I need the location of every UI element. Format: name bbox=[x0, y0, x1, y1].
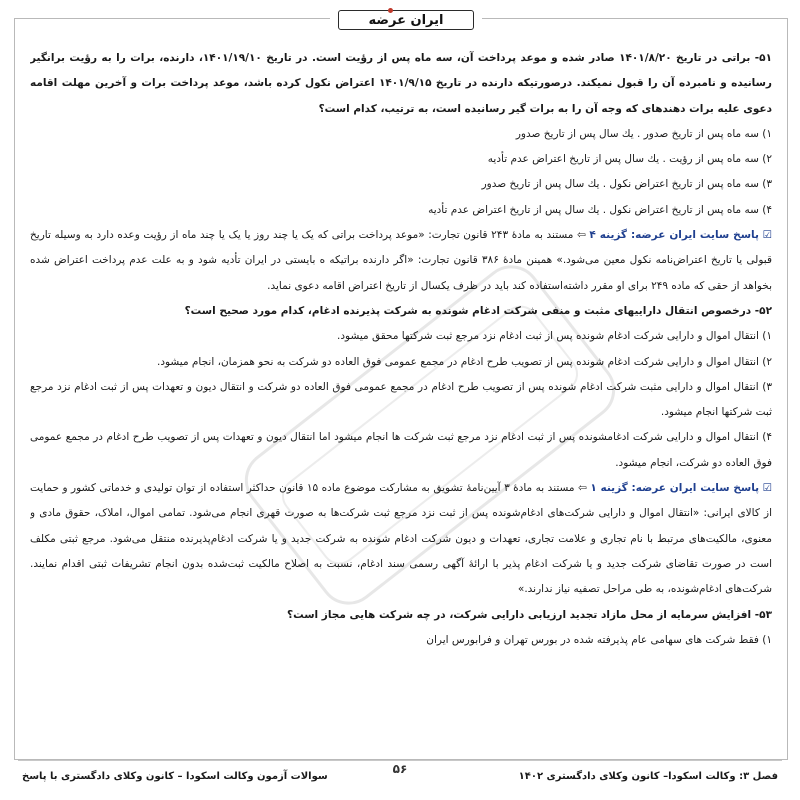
question-52-answer bbox=[30, 476, 772, 602]
question-52-answer-text: مستند به مادهٔ ۳ آیین‌نامهٔ تشویق به مشارکت موضوع ماده ۱۵ قانون حداکثر استفاده از توان تولیدی و خدماتی کشور و حمایت از کالای ایرانی: «انتقال اموال و دارایی شرکت‌های ادغام‌شونده پس از ثبت نزد مرجع ثبت شرکت‌ها به صورت قهری انجام می‌شود. تمامی اموال، املاک، حقوق مادی و معنوی، مالکیت‌های مرتبط با نام تجاری و علامت تجاری، تعهدات و دیون شرکت ادغام شونده به شرکت جدید و یا شرکت ادغام‌پذیرنده منتقل می‌شود. مرجع ثبتی مکلف است در صورت تقاضای شرکت جدید و یا شرکت ادغام پذیر با ارائهٔ آگهی رسمی سند ادغام، نسبت به اصلاح مالکیت ثبت‌شده بدون انجام تشریفات ثبتی اقدام نمایند. شرکت‌های ادغام‌شونده، به طی مراحل تصفیه نیاز ندارند.» bbox=[30, 482, 772, 596]
question-53-option-1: ۱) فقط شرکت های سهامی عام پذیرفته شده در بورس تهران و فرابورس ایران bbox=[426, 633, 772, 646]
logo-dot-icon bbox=[388, 8, 393, 13]
question-51-option-3: ۳) سه ماه پس از تاریخ اعتراض نکول . یك سال پس از تاریخ صدور bbox=[481, 178, 772, 191]
question-52: ۵۲- درخصوص انتقال داراییهای مثبت و منفی شرکت ادغام شونده به شرکت پذیرنده ادغام، کدام مورد صحیح است؟ bbox=[184, 304, 772, 317]
question-53: ۵۳- افزایش سرمایه از محل مازاد تجدید ارزیابی دارایی شرکت، در چه شرکت هایی مجاز است؟ bbox=[287, 608, 772, 621]
question-51-option-4: ۴) سه ماه پس از تاریخ اعتراض نکول . یك سال پس از تاریخ اعتراض عدم تأدیه bbox=[428, 203, 772, 216]
question-52-option-3: ۳) انتقال اموال و دارایی مثبت شرکت ادغام شونده پس از تصویب طرح ادغام در مجمع عمومی فوق العاده دو شرکت و انتقال دیون و تعهدات پس از ثبت ادغام نزد مرجع ثبت شرکتها انجام میشود. bbox=[30, 380, 772, 419]
question-52-option-1: ۱) انتقال اموال و دارایی شرکت ادغام شونده پس از ثبت ادغام نزد مرجع ثبت شرکتها محقق میشود. bbox=[337, 330, 772, 343]
question-51: ۵۱- براتی در تاریخ ۱۴۰۱/۸/۲۰ صادر شده و موعد پرداخت آن، سه ماه پس از رؤیت است. در تاریخ ۱۴۰۱/۱۹/۱۰، دارنده، برات را به رؤیت برانگیر رسانیده و نامبرده آن را قبول نمیکند. درصورتیکه دارنده در تاریخ ۱۴۰۱/۹/۱۵ اعتراض نکول کرده باشد، موعد پرداخت برات و آخرین مهلت اقامه دعوی علیه برات دهندهای که وجه آن را به برات گیر رسانیده است، به ترتیب، کدام است؟ bbox=[30, 52, 772, 115]
question-52-option-4: ۴) انتقال اموال و دارایی شرکت ادغامشونده پس از ثبت ادغام نزد مرجع ثبت شرکت ها انجام میشود اما انتقال دیون و تعهدات پس از تصویب طرح ادغام در مجمع عمومی فوق العاده دو شرکت، انجام میشود. bbox=[30, 431, 772, 469]
footer-chapter-title: فصل ۳: وکالت اسکودا– کانون وکلای دادگستری ۱۴۰۲ bbox=[518, 771, 778, 782]
question-51-option-2: ۲) سه ماه پس از رؤیت . یك سال پس از تاریخ اعتراض عدم تأدیه bbox=[487, 153, 772, 166]
page-content bbox=[30, 46, 772, 752]
logo-badge bbox=[338, 10, 474, 30]
footer-book-title: سوالات آزمون وکالت اسکودا – کانون وکلای دادگستری با پاسخ bbox=[22, 771, 328, 782]
arrow-icon: ⇦ bbox=[576, 229, 586, 242]
checkbox-icon: ☑ bbox=[762, 482, 772, 495]
question-51-answer bbox=[30, 223, 772, 299]
question-52-answer-label: پاسخ سایت ایران عرضه: گزینه ۱ bbox=[590, 482, 760, 495]
question-51-answer-text: مستند به مادهٔ ۲۴۳ قانون تجارت: «موعد پرداخت براتی که یک یا چند روز یا یک یا چند ماه از رؤیت وعده دارد به وسیله تاریخ قبولی یا تاریخ اعتراض‌نامه نکول معین می‌شود.» همینن مادهٔ ۳۸۶ قانون تجارت: «اگر دارنده براتیکه ه بایستی در ایران تأدیه شود و به علت عدم پرداخت اعتراض شده بخواهد از حقی که ماده ۲۴۹ برای او مقرر داشته‌استفاده کند باید در ظرف یکسال از تاریخ اعتراض اقامه دعوی نماید. bbox=[30, 229, 772, 292]
checkbox-icon: ☑ bbox=[762, 229, 772, 242]
arrow-icon: ⇦ bbox=[578, 482, 587, 495]
question-51-option-1: ۱) سه ماه پس از تاریخ صدور . یك سال پس از تاریخ صدور bbox=[515, 127, 772, 140]
site-logo bbox=[330, 6, 482, 32]
logo-text: ایران عرضه bbox=[368, 12, 444, 28]
page-number: ۵۶ bbox=[392, 762, 408, 776]
footer-divider bbox=[18, 760, 782, 761]
question-52-option-2: ۲) انتقال اموال و دارایی شرکت ادغام شونده پس از تصویب طرح ادغام در مجمع عمومی فوق العاده دو شرکت به نحو همزمان، انجام میشود. bbox=[156, 355, 772, 368]
question-51-answer-label: پاسخ سایت ایران عرضه: گزینه ۴ bbox=[589, 229, 759, 242]
